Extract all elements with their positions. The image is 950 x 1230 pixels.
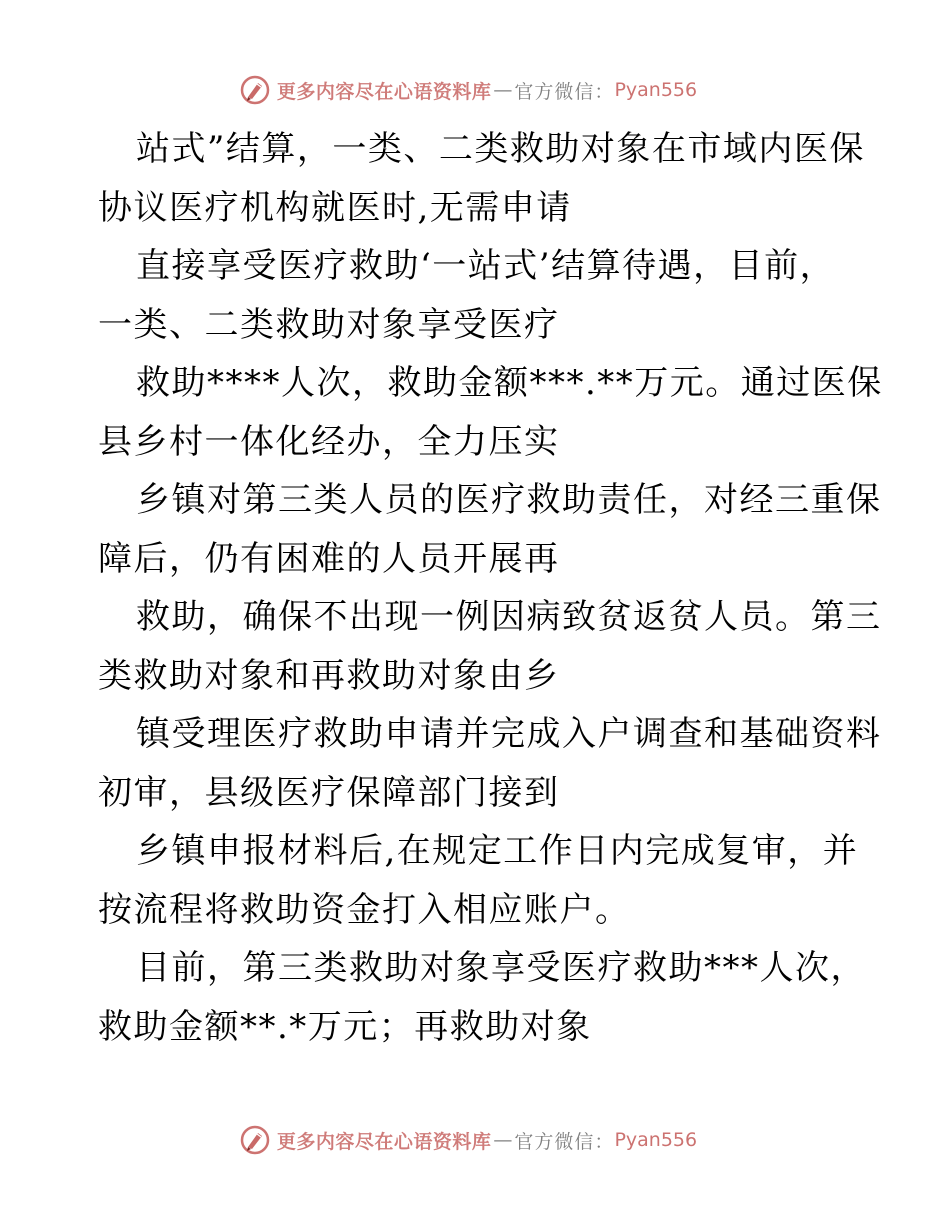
watermark-wechat-label: 官方微信： [514,80,615,103]
text-line-6: 县乡村一体化经办，全力压实 [98,421,560,462]
watermark-main-text: 更多内容尽在心语资料库 [276,80,492,103]
text-line-5: 救助****人次，救助金额***.**万元。通过医保 [136,363,883,403]
watermark-main-text: 更多内容尽在心语资料库 [276,1130,492,1153]
pen-logo-icon [239,1124,271,1156]
text-line-8: 障后，仍有困难的人员开展再 [98,538,560,579]
pen-logo-icon [239,74,271,106]
text-line-14: 按流程将救助资金打入相应账户。 [98,889,631,930]
text-line-4: 一类、二类救助对象享受医疗 [98,304,560,345]
header-watermark [0,70,950,110]
text-line-7: 乡镇对第三类人员的医疗救助责任，对经三重保 [136,480,882,520]
text-line-15: 目前，第三类救助对象享受医疗救助***人次， [136,948,866,988]
watermark-wechat-label: 官方微信： [514,1130,615,1153]
text-line-11: 镇受理医疗救助申请并完成入户调查和基础资料 [136,714,882,754]
watermark-separator: — [493,1129,513,1151]
text-line-1: 站式”结算，一类、二类救助对象在市域内医保 [136,129,865,169]
text-line-9: 救助，确保不出现一例因病致贫返贫人员。第三 [136,597,882,637]
text-line-3: 直接享受医疗救助‘一站式’结算待遇，目前， [136,246,836,286]
text-line-2: 协议医疗机构就医时,无需申请 [98,187,572,228]
watermark-separator: — [493,79,513,101]
document-body [98,120,883,1056]
watermark-wechat-id: Pyan556 [614,79,698,101]
watermark-wechat-id: Pyan556 [614,1129,698,1151]
text-line-10: 类救助对象和再救助对象由乡 [98,655,560,696]
text-line-13: 乡镇申报材料后,在规定工作日内完成复审，并 [136,831,859,871]
footer-watermark [0,1120,950,1160]
text-line-12: 初审，县级医疗保障部门接到 [98,772,560,813]
text-line-16: 救助金额**.*万元；再救助对象 [98,1006,592,1047]
